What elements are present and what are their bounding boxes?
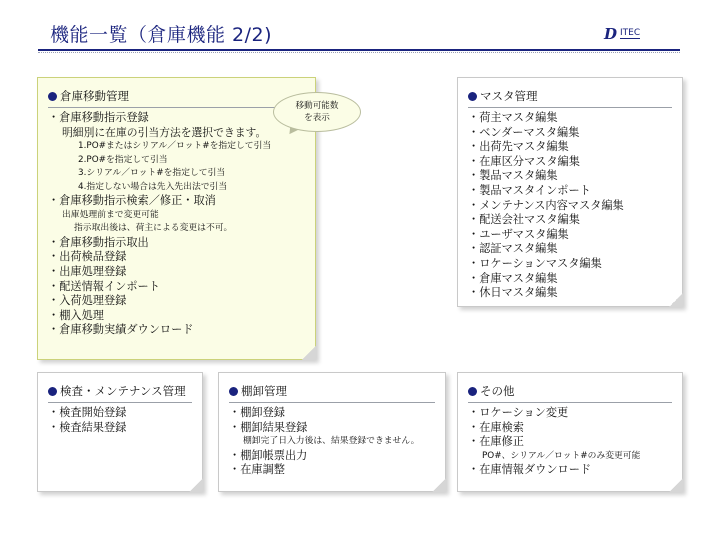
list-item: ・出荷先マスタ編集 <box>468 140 569 154</box>
list-item: ・ロケーション変更 <box>468 406 569 419</box>
list-item: ・在庫区分マスタ編集 <box>468 154 580 168</box>
master-list <box>458 111 682 301</box>
list-item: ・棚卸登録 <box>229 406 285 419</box>
list-item: ・認証マスタ編集 <box>468 242 558 256</box>
bullet-dot-icon <box>468 387 477 396</box>
company-logo <box>604 24 680 44</box>
list-item: ・在庫調整 <box>229 463 285 477</box>
title-underline-dotted <box>38 52 680 53</box>
list-item: ・倉庫移動実績ダウンロード <box>48 323 194 337</box>
list-item: ・製品マスタインポート <box>468 183 591 197</box>
master-title: マスタ管理 <box>480 89 538 103</box>
other-title: その他 <box>480 384 515 398</box>
list-item: ・在庫情報ダウンロード <box>468 463 592 477</box>
callout-line2: を表示 <box>304 113 330 123</box>
master-heading <box>468 88 672 108</box>
inspection-heading <box>48 383 192 403</box>
list-item: ・倉庫移動指示検索／修正・取消 <box>48 194 216 208</box>
list-item: ・休日マスタ編集 <box>468 286 558 300</box>
stocktake-heading <box>229 383 435 403</box>
list-item: ・検査結果登録 <box>48 420 127 434</box>
list-item: ・入荷処理登録 <box>48 294 127 308</box>
inspection-panel <box>37 372 203 492</box>
title-underline <box>38 49 680 51</box>
list-item: 棚卸完了日入力後は、結果登録できません。 <box>243 436 420 447</box>
other-list <box>458 406 682 478</box>
bullet-dot-icon <box>48 92 57 101</box>
list-item: ・棚入処理 <box>48 308 104 322</box>
list-item: ・出庫処理登録 <box>48 264 127 278</box>
stocktake-list <box>219 406 445 478</box>
list-item: ・ベンダーマスタ編集 <box>468 125 580 139</box>
list-item: ・出荷検品登録 <box>48 250 127 264</box>
list-item: ・倉庫マスタ編集 <box>468 271 558 285</box>
logo-text: ITEC <box>620 28 641 38</box>
list-item: 明細別に在庫の引当方法を選択できます。 <box>62 125 267 139</box>
list-item: ・配送情報インポート <box>48 279 160 293</box>
bullet-dot-icon <box>229 387 238 396</box>
warehouse-move-list <box>38 111 315 338</box>
inspection-list <box>38 406 202 435</box>
list-item: ・棚卸帳票出力 <box>229 448 308 462</box>
warehouse-move-panel <box>37 77 316 360</box>
page-title: 機能一覧（倉庫機能 2/2) <box>50 24 273 46</box>
list-item: ・製品マスタ編集 <box>468 169 558 183</box>
bullet-dot-icon <box>48 387 57 396</box>
list-item: ・荷主マスタ編集 <box>468 111 558 124</box>
callout-bubble <box>273 92 361 132</box>
list-item: 指示取出後は、荷主による変更は不可。 <box>74 223 233 234</box>
warehouse-move-heading <box>48 88 305 108</box>
master-panel <box>457 77 683 307</box>
other-panel <box>457 372 683 492</box>
list-item: ・在庫検索 <box>468 420 524 434</box>
list-item: ・倉庫移動指示取出 <box>48 235 149 249</box>
list-item: ・検査開始登録 <box>48 406 127 419</box>
inspection-title: 検査・メンテナンス管理 <box>60 384 186 398</box>
callout-line1: 移動可能数 <box>295 101 339 111</box>
list-item: 1.PO#またはシリアル／ロット#を指定して引当 <box>78 141 272 152</box>
list-item: ・配送会社マスタ編集 <box>468 213 580 227</box>
logo-mark: D <box>604 25 618 43</box>
list-item: ・メンテナンス内容マスタ編集 <box>468 198 624 212</box>
list-item: ・在庫修正 <box>468 435 524 449</box>
list-item: ・棚卸結果登録 <box>229 420 308 434</box>
list-item: ・ロケーションマスタ編集 <box>468 256 602 270</box>
list-item: ・倉庫移動指示登録 <box>48 111 149 124</box>
list-item: 出庫処理前まで変更可能 <box>62 209 159 220</box>
other-heading <box>468 383 672 403</box>
list-item: 4.指定しない場合は先入先出法で引当 <box>78 181 228 192</box>
bullet-dot-icon <box>468 92 477 101</box>
list-item: PO#、シリアル／ロット#のみ変更可能 <box>482 450 641 461</box>
list-item: 2.PO#を指定して引当 <box>78 154 168 165</box>
list-item: ・ユーザマスタ編集 <box>468 227 569 241</box>
list-item: 3.シリアル／ロット#を指定して引当 <box>78 168 226 179</box>
stocktake-title: 棚卸管理 <box>241 384 287 398</box>
warehouse-move-title: 倉庫移動管理 <box>60 89 129 103</box>
stocktake-panel <box>218 372 446 492</box>
